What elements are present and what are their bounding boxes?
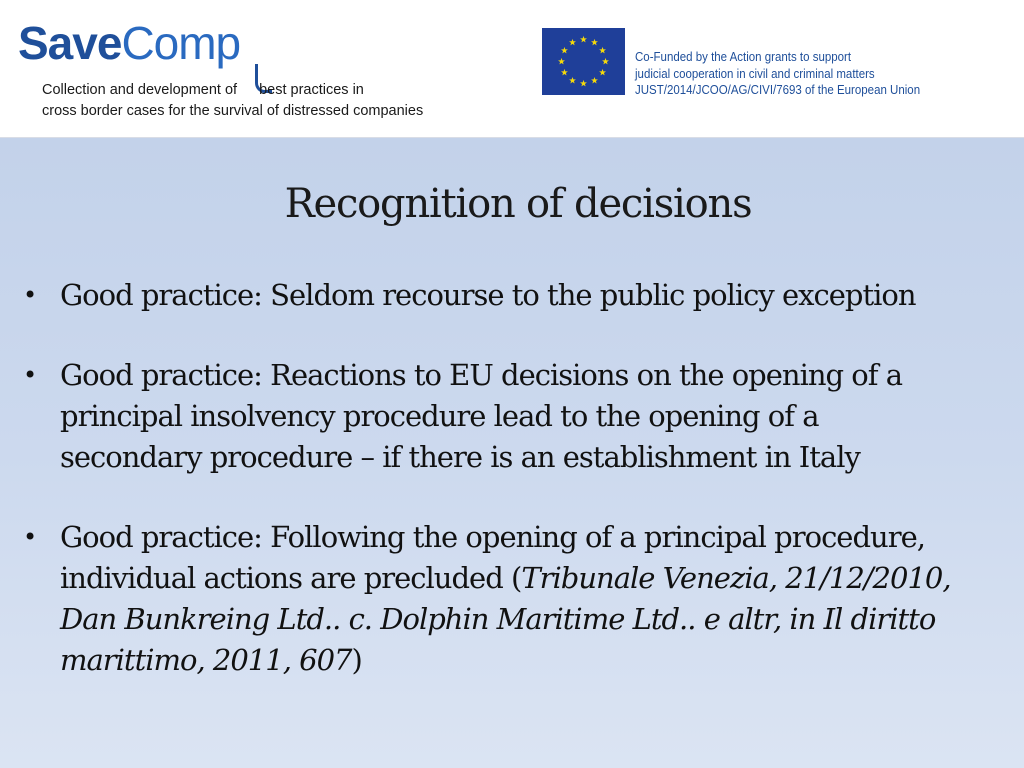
bullet-dot-icon: • xyxy=(23,281,37,309)
slide-title: Recognition of decisions xyxy=(284,181,752,227)
case-citation: Dan Bunkreing Ltd.. c. Dolphin Maritime Ltd.. e altr, in Il diritto xyxy=(60,602,936,636)
bullet-item: • Good practice: Reactions to EU decisions on the opening of a principal insolvency procedure lead to the opening of a secondary procedure – if there is an establishment in Italy xyxy=(20,355,1020,478)
bullet-item: • Good practice: Seldom recourse to the public policy exception xyxy=(20,275,1020,316)
savecomp-logo: SaveComp xyxy=(18,17,241,69)
eu-star-icon xyxy=(569,39,576,46)
eu-star-icon xyxy=(561,69,568,76)
bullet-item: • Good practice: Following the opening of a principal procedure, individual actions are precluded (Tribunale Venezia, 21/12/2010, Dan Bunkreing Ltd.. c. Dolphin Maritime Ltd.. e altr, in Il diritto marittimo, 2011, 607) xyxy=(20,517,1020,681)
eu-star-icon xyxy=(569,77,576,84)
eu-star-icon xyxy=(602,58,609,65)
eu-star-icon xyxy=(599,47,606,54)
eu-stars xyxy=(542,28,625,95)
bullet-list xyxy=(20,275,1020,720)
case-citation: Tribunale Venezia, 21/12/2010, xyxy=(521,561,951,595)
eu-star-icon xyxy=(561,47,568,54)
slide-header xyxy=(0,0,1024,138)
eu-star-icon xyxy=(558,58,565,65)
savecomp-tagline: Collection and development of best practices in cross border cases for the survival of distressed companies xyxy=(42,82,424,119)
eu-funding-notice: Co-Funded by the Action grants to support judicial cooperation in civil and criminal matters JUST/2014/JCOO/AG/CIVI/7693 of the European Union xyxy=(635,50,921,97)
eu-star-icon xyxy=(580,36,587,43)
eu-star-icon xyxy=(599,69,606,76)
bullet-dot-icon: • xyxy=(23,523,37,551)
eu-star-icon xyxy=(591,39,598,46)
eu-star-icon xyxy=(580,80,587,87)
case-citation: marittimo, 2011, 607 xyxy=(60,643,352,677)
eu-flag-icon xyxy=(542,28,625,95)
eu-star-icon xyxy=(591,77,598,84)
bullet-dot-icon: • xyxy=(23,361,37,389)
